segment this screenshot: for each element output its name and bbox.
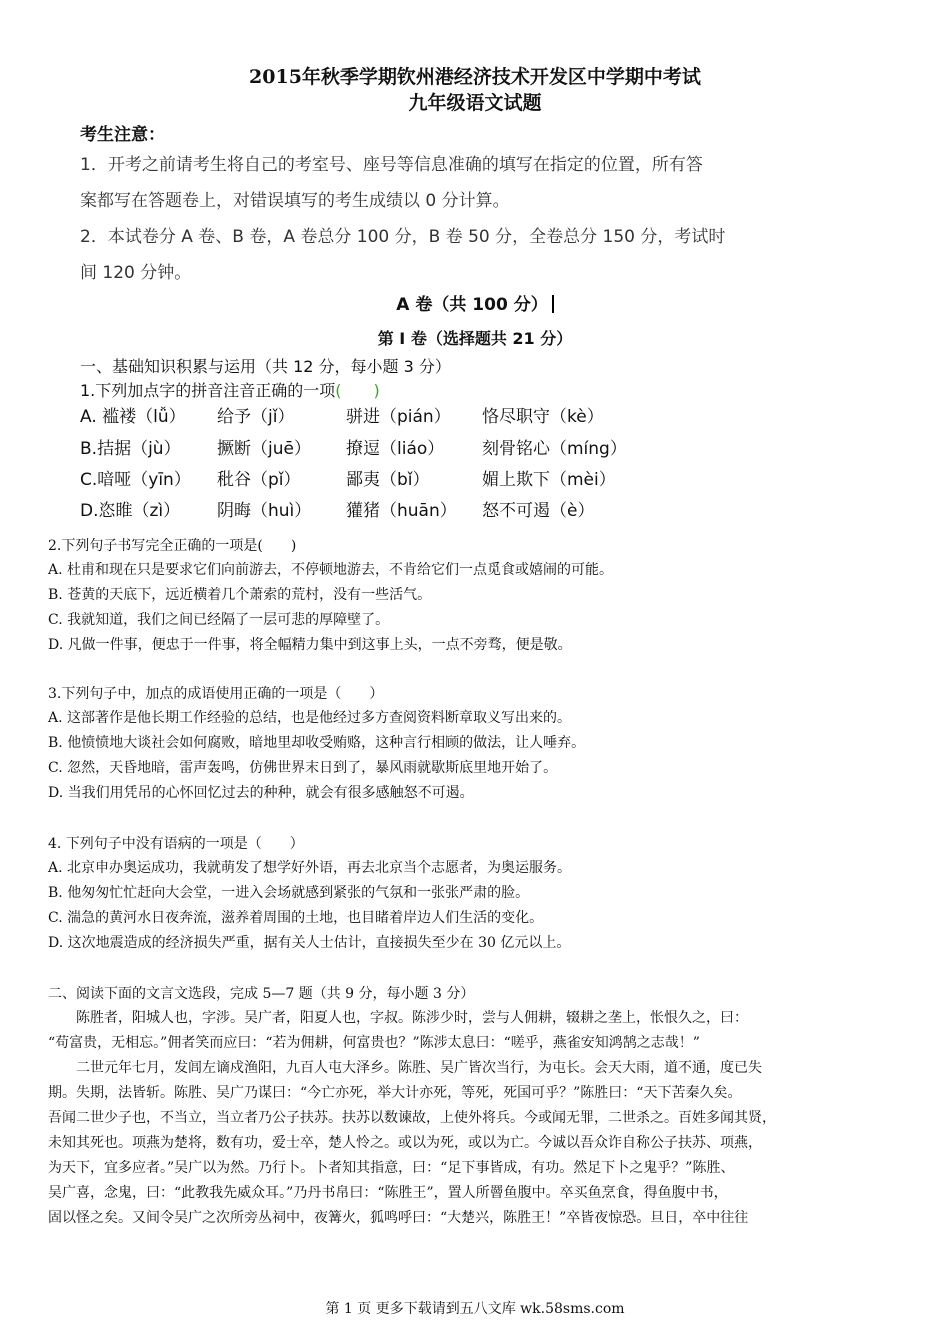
- passage-line: 二世元年七月，发闾左谪戍渔阳，九百人屯大泽乡。陈胜、吴广皆次当行，为屯长。会天大雨，道不通，度已失: [48, 1060, 762, 1076]
- q3-option-a: A. 这部著作是他长期工作经验的总结，也是他经过多方查阅资料断章取义写出来的。: [48, 710, 572, 726]
- q4-stem: 4. 下列句子中没有语病的一项是（ ）: [48, 836, 304, 852]
- q1-option-cell: 媚上欺下（mèi）: [482, 470, 616, 490]
- q1-option-cell: 撅断（juē）: [217, 439, 311, 459]
- notice-item1-line1: 1．开考之前请考生将自己的考室号、座号等信息准确的填写在指定的位置，所有答: [80, 155, 703, 175]
- q1-option-cell: C.喑哑（yīn）: [80, 470, 191, 490]
- passage-line: 未知其死也。项燕为楚将，数有功，爱士卒，楚人怜之。或以为死，或以为亡。今诚以吾众诈自称公子扶苏、项燕，: [48, 1135, 762, 1151]
- notice-item2-line2: 间 120 分钟。: [80, 263, 192, 283]
- passage-line: 吴广喜，念鬼，曰：“此教我先威众耳。”乃丹书帛曰：“陈胜王”，置人所罾鱼腹中。卒买鱼烹食，得鱼腹中书，: [48, 1185, 728, 1201]
- q2-option-b: B. 苍黄的天底下，远近横着几个萧索的荒村，没有一些活气。: [48, 587, 432, 603]
- part-a-heading: [0, 290, 950, 315]
- passage-line: 为天下，宜多应者。”吴广以为然。乃行卜。卜者知其指意，曰：“足下事皆成，有功。然足下卜之鬼乎？”陈胜、: [48, 1160, 735, 1176]
- q1-option-cell: 怒不可遏（è）: [482, 501, 595, 521]
- passage-line: “苟富贵，无相忘。”佣者笑而应曰：“若为佣耕，何富贵也？”陈涉太息曰：“嗟乎，燕雀安知鸿鹄之志哉！”: [48, 1035, 700, 1051]
- notice-heading: 考生注意：: [80, 125, 165, 145]
- q3-option-b: B. 他愤愤地大谈社会如何腐败，暗地里却收受贿赂，这种言行相顾的做法，让人唾弃。: [48, 735, 586, 751]
- q3-option-c: C. 忽然，天昏地暗，雷声轰鸣，仿佛世界末日到了，暴风雨就歇斯底里地开始了。: [48, 760, 558, 776]
- exam-title: 2015年秋季学期钦州港经济技术开发区中学期中考试: [249, 66, 701, 88]
- q1-option-cell: 恪尽职守（kè）: [482, 407, 604, 427]
- q3-stem: 3.下列句子中，加点的成语使用正确的一项是（ ）: [48, 686, 384, 702]
- q4-option-c: C. 湍急的黄河水日夜奔流，滋养着周围的土地，也目睹着岸边人们生活的变化。: [48, 910, 544, 926]
- passage-line: 期。失期，法皆斩。陈胜、吴广乃谋曰：“今亡亦死，举大计亦死，等死，死国可乎？”陈胜曰：“天下苦秦久矣。: [48, 1085, 742, 1101]
- text-cursor: [552, 295, 554, 313]
- part-1-heading: 第 I 卷（选择题共 21 分）: [377, 329, 573, 348]
- q4-option-d: D. 这次地震造成的经济损失严重，据有关人士估计，直接损失至少在 30 亿元以上。: [48, 935, 571, 951]
- q1-option-cell: A. 褴褛（lǚ）: [80, 407, 186, 427]
- q1-option-cell: 刻骨铭心（míng）: [482, 439, 627, 459]
- section2-heading: 二、阅读下面的文言文选段，完成 5—7 题（共 9 分，每小题 3 分）: [48, 986, 475, 1002]
- q2-option-a: A. 杜甫和现在只是要求它们向前游去，不停顿地游去，不肯给它们一点觅食或嬉闹的可能。: [48, 562, 614, 578]
- q1-stem: [80, 378, 380, 401]
- page-footer: 第 1 页 更多下载请到五八文库 wk.58sms.com: [325, 1301, 625, 1317]
- q1-option-cell: 獾猪（huān）: [346, 501, 457, 521]
- q1-option-cell: D.恣睢（zì）: [80, 501, 181, 521]
- q2-option-d: D. 凡做一件事，便忠于一件事，将全幅精力集中到这事上头，一点不旁骛，便是敬。: [48, 637, 572, 653]
- q1-option-cell: 鄙夷（bǐ）: [346, 470, 430, 490]
- q1-option-cell: 骈进（pián）: [346, 407, 451, 427]
- q1-option-cell: 秕谷（pǐ）: [217, 470, 301, 490]
- q2-stem: 2.下列句子书写完全正确的一项是( ): [48, 538, 297, 554]
- q2-option-c: C. 我就知道，我们之间已经隔了一层可悲的厚障壁了。: [48, 612, 390, 628]
- q4-option-a: A. 北京申办奥运成功，我就萌发了想学好外语，再去北京当个志愿者，为奥运服务。: [48, 860, 572, 876]
- q1-option-cell: 阴晦（huì）: [217, 501, 312, 521]
- passage-line: 吾闻二世少子也，不当立，当立者乃公子扶苏。扶苏以数谏故，上使外将兵。今或闻无罪，二世杀之。百姓多闻其贤，: [48, 1110, 776, 1126]
- part-a-label: A 卷（共 100 分）: [396, 295, 548, 315]
- q3-option-d: D. 当我们用凭吊的心怀回忆过去的种种，就会有很多感触怒不可遏。: [48, 785, 474, 801]
- passage-line: 陈胜者，阳城人也，字涉。吴广者，阳夏人也，字叔。陈涉少时，尝与人佣耕，辍耕之垄上，怅恨久之，曰：: [48, 1010, 748, 1026]
- exam-subtitle: 九年级语文试题: [408, 92, 542, 114]
- q1-option-cell: 撩逗（liáo）: [346, 439, 445, 459]
- q4-option-b: B. 他匆匆忙忙赶向大会堂，一进入会场就感到紧张的气氛和一张张严肃的脸。: [48, 885, 530, 901]
- q1-answer-paren: ( ): [335, 381, 380, 400]
- q1-option-cell: 给予（jǐ）: [217, 407, 295, 427]
- notice-item2-line1: 2．本试卷分 A 卷、B 卷，A 卷总分 100 分，B 卷 50 分，全卷总分 150 分，考试时: [80, 227, 726, 247]
- q1-option-cell: B.拮据（jù）: [80, 439, 181, 459]
- q1-stem-text: 1.下列加点字的拼音注音正确的一项: [80, 381, 336, 400]
- section1-heading: 一、基础知识积累与运用（共 12 分，每小题 3 分）: [80, 357, 451, 376]
- passage-line: 固以怪之矣。又间令吴广之次所旁丛祠中，夜篝火，狐鸣呼曰：“大楚兴，陈胜王！”卒皆夜惊恐。旦日，卒中往往: [48, 1210, 749, 1226]
- notice-item1-line2: 案都写在答题卷上，对错误填写的考生成绩以 0 分计算。: [80, 191, 510, 211]
